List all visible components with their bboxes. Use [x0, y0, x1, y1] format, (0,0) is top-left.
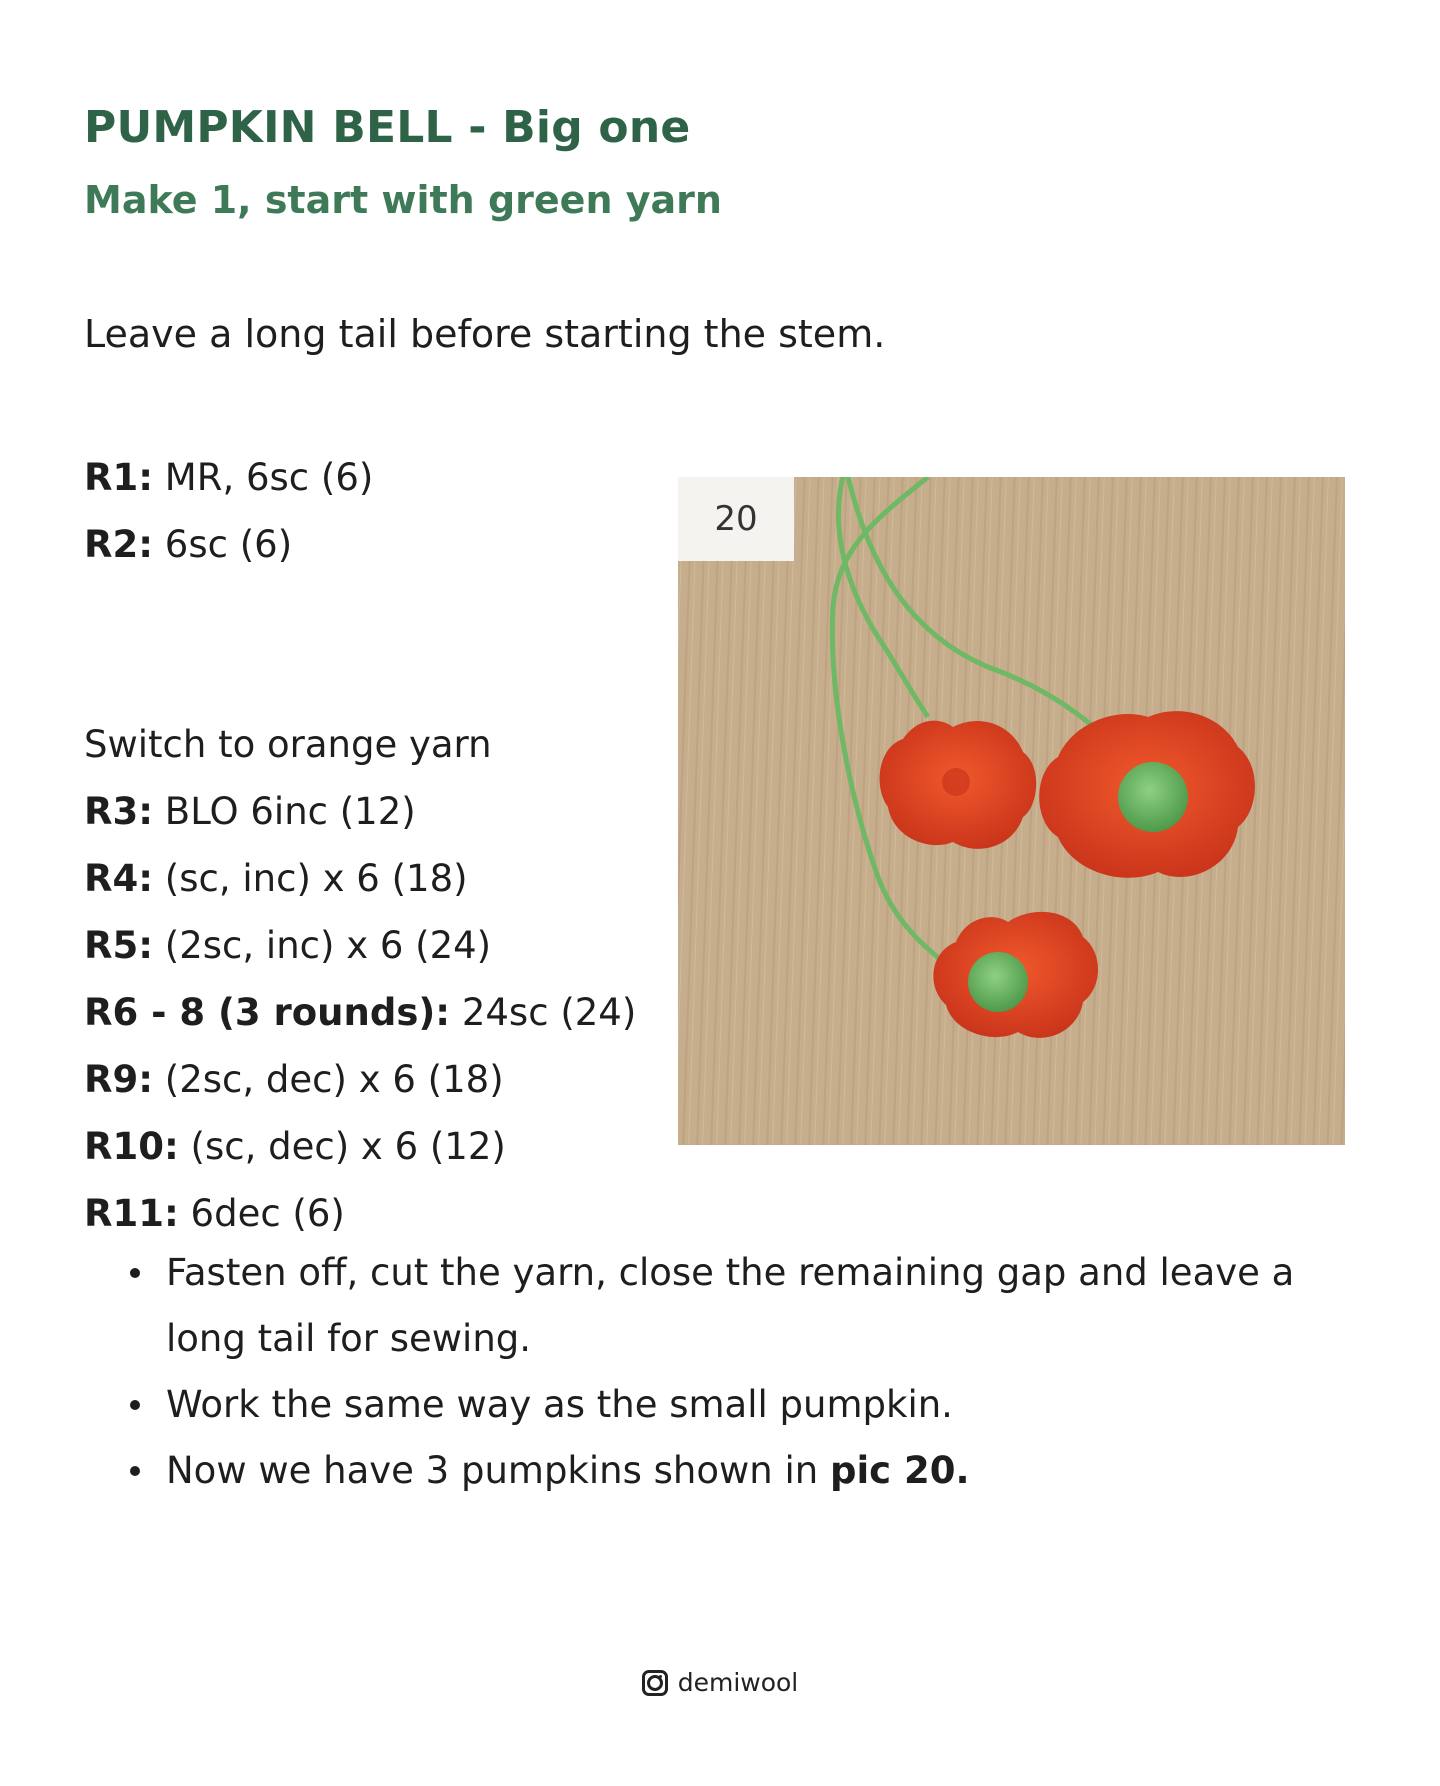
round-line: [84, 1046, 636, 1113]
round-text: 6dec (6): [178, 1192, 345, 1235]
note-text: Work the same way as the small pumpkin.: [166, 1383, 953, 1426]
small-pumpkin: [880, 721, 1037, 849]
round-text: BLO 6inc (12): [153, 790, 416, 833]
round-label: R2:: [84, 523, 154, 566]
round-label: R10:: [84, 1125, 179, 1168]
footer: [0, 1668, 1440, 1697]
round-line: [84, 979, 636, 1046]
round-label: R9:: [84, 1058, 154, 1101]
round-text: (sc, dec) x 6 (12): [178, 1125, 506, 1168]
green-top: [1118, 762, 1188, 832]
round-line: [84, 1113, 636, 1180]
note-text: Fasten off, cut the yarn, close the remaining gap and leave a long tail for sewing.: [166, 1251, 1295, 1360]
note-item: [126, 1438, 1366, 1504]
round-text: (sc, inc) x 6 (18): [153, 857, 468, 900]
note-bold-text: pic 20.: [829, 1449, 970, 1492]
round-label: R11:: [84, 1192, 179, 1235]
pumpkin-photo: [678, 477, 1345, 1145]
round-line: [84, 845, 636, 912]
round-label: R6 - 8 (3 rounds):: [84, 991, 451, 1034]
round-text: 24sc (24): [450, 991, 637, 1034]
intro-text: Leave a long tail before starting the stem.: [84, 312, 886, 356]
round-text: MR, 6sc (6): [153, 456, 374, 499]
round-text: (2sc, dec) x 6 (18): [153, 1058, 504, 1101]
round-label: R3:: [84, 790, 154, 833]
round-label: R5:: [84, 924, 154, 967]
switch-yarn-text: Switch to orange yarn: [84, 723, 492, 766]
note-item: [126, 1240, 1366, 1372]
photo-number-label: 20: [678, 477, 794, 561]
round-line: [84, 912, 636, 979]
round-text: (2sc, inc) x 6 (24): [153, 924, 492, 967]
note-item: [126, 1372, 1366, 1438]
round-line: [84, 444, 636, 511]
round-label: R4:: [84, 857, 154, 900]
pumpkins-illustration: [678, 477, 1345, 1145]
green-top: [968, 952, 1028, 1012]
pattern-title: PUMPKIN BELL - Big one: [84, 102, 691, 153]
pattern-subtitle: Make 1, start with green yarn: [84, 178, 722, 222]
notes-list: [126, 1240, 1366, 1504]
instagram-handle[interactable]: demiwool: [677, 1668, 799, 1697]
round-label: R1:: [84, 456, 154, 499]
instagram-icon: [642, 1670, 668, 1696]
spacer: [84, 578, 636, 711]
round-text: 6sc (6): [153, 523, 293, 566]
rounds-list: [84, 444, 636, 1247]
round-line: [84, 778, 636, 845]
note-text: Now we have 3 pumpkins shown in: [166, 1449, 830, 1492]
round-line: [84, 1180, 636, 1247]
round-line: [84, 511, 636, 578]
